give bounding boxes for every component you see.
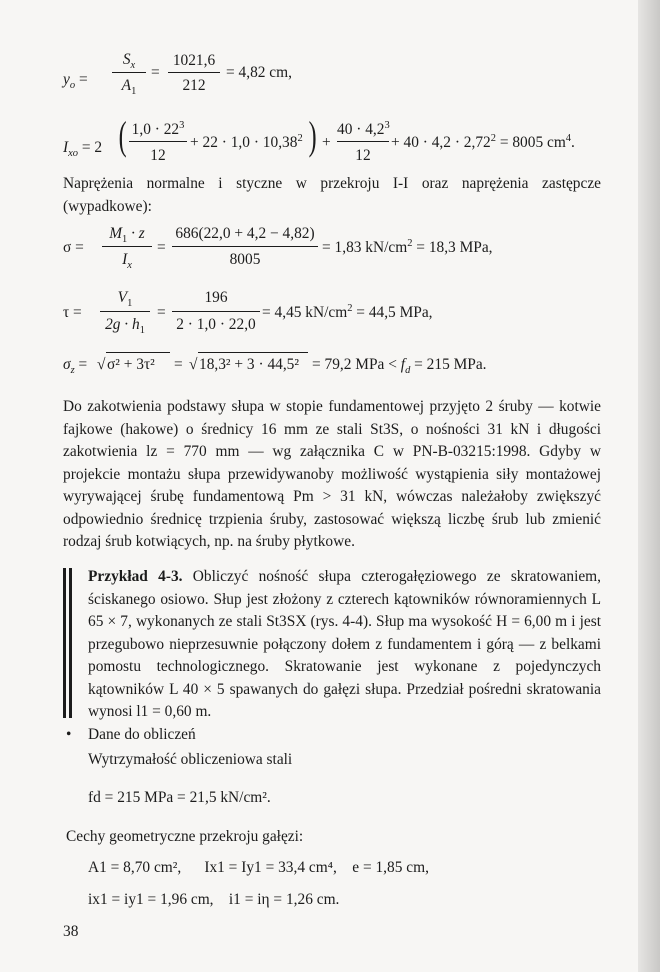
ixo-f2-den: 12 (355, 147, 371, 164)
sigma-res-a: = 1,83 kN/cm (322, 239, 408, 256)
geometry-line-2: ix1 = iy1 = 1,96 cm, i1 = iη = 1,26 cm. (88, 891, 340, 908)
sigma-den-sym: I (122, 251, 128, 268)
ixo-f1-num: 1,0 · 22 (131, 121, 180, 138)
sqrt-vinculum-1 (106, 352, 170, 353)
yo-den-sym: A (121, 77, 132, 94)
fd-formula: fd = 215 MPa = 21,5 kN/cm². (88, 789, 271, 806)
sigz-lhs: σ (63, 356, 71, 373)
ixo-mid-sup: 2 (297, 132, 303, 144)
yo-lhs-sub: o (69, 80, 76, 92)
example-title: Przykład 4-3. (88, 568, 183, 585)
sigz-radicand-2: 18,3² + 3 · 44,5² (199, 356, 299, 373)
ixo-paren-left: ( (118, 113, 127, 158)
bullet-dot: • (66, 726, 72, 743)
ixo-f2-num: 40 · 4,2 (337, 121, 385, 138)
ixo-tail-b: = 8005 cm (499, 134, 566, 151)
tau-num-sub: 1 (127, 298, 133, 310)
tau-den-val: 2 · 1,0 · 22,0 (176, 316, 256, 333)
sigz-lhs-sub: z (70, 365, 75, 377)
sigz-radicand-1: σ² + 3τ² (107, 356, 155, 373)
yo-result: = 4,82 cm, (226, 64, 292, 81)
ixo-fraction-bar-2 (337, 141, 389, 142)
example-sidebar-line-2 (69, 568, 72, 718)
sigz-res-a: = 79,2 MPa < (312, 356, 397, 373)
page-edge-shadow (638, 0, 660, 972)
sigma-lhs: σ = (63, 239, 84, 256)
sigma-num-sub: 1 (122, 234, 128, 246)
ixo-f1-sup: 3 (179, 119, 185, 131)
tau-fraction-bar-2 (172, 311, 260, 312)
tau-den-sub: 1 (139, 325, 145, 337)
page-number: 38 (63, 923, 79, 940)
geometry-line-1: A1 = 8,70 cm², Ix1 = Iy1 = 33,4 cm⁴, e = 1,85 cm, (88, 859, 429, 876)
yo-num-sub: x (130, 60, 136, 72)
tau-num-val: 196 (204, 289, 228, 306)
sigma-fraction-bar-2 (172, 246, 318, 247)
sigz-res-b: = 215 MPa. (410, 356, 487, 373)
ixo-lhs-sub: xo (68, 148, 79, 160)
sigma-res-sup: 2 (407, 237, 413, 249)
sigz-eq2: = (174, 356, 183, 373)
tau-den-a: 2g · h (105, 316, 140, 333)
yo-den-sub: 1 (131, 86, 137, 98)
ixo-fraction-bar-1 (129, 141, 187, 142)
yo-num-val: 1021,6 (172, 52, 216, 69)
geometry-heading: Cechy geometryczne przekroju gałęzi: (66, 828, 304, 845)
ixo-tail-sup: 2 (490, 132, 496, 144)
sigma-fraction-bar-1 (102, 246, 152, 247)
sigma-res-b: = 18,3 MPa, (412, 239, 493, 256)
sqrt-sign-2: √ (189, 356, 198, 373)
tau-fraction-bar-1 (100, 311, 150, 312)
ixo-unit-sup: 4 (565, 132, 572, 144)
ixo-end: . (571, 134, 575, 151)
ixo-plus: + (322, 134, 331, 151)
yo-den-val: 212 (182, 77, 206, 94)
data-heading: Dane do obliczeń (88, 726, 196, 743)
example-sidebar-line-1 (63, 568, 66, 718)
sigz-res-f: f (400, 356, 406, 373)
sigz-eq: = (78, 356, 88, 373)
intro-paragraph: Naprężenia normalne i styczne w przekroju I-I oraz naprężenia zastępcze (wypadkowe): (63, 175, 601, 215)
ixo-f2-sup: 3 (384, 119, 390, 131)
tau-res-b: = 44,5 MPa, (352, 304, 433, 321)
tau-eq: = (157, 304, 166, 321)
strength-heading: Wytrzymałość obliczeniowa stali (88, 751, 293, 768)
sigma-den-sub: x (127, 260, 132, 272)
tau-res-a: = 4,45 kN/cm (262, 304, 348, 321)
yo-fraction-bar-1 (112, 72, 146, 73)
ixo-eq: = 2 (81, 139, 103, 156)
sigma-num-z: · z (127, 225, 145, 242)
sigma-den-val: 8005 (229, 251, 261, 268)
anchorage-paragraph: Do zakotwienia podstawy słupa w stopie fundamentowej przyjęto 2 śruby — kotwie fajkowe (hakowe) o średnicy 16 mm ze stali St3S, o nośności 31 kN i długości zakotwienia lz = 770 mm — wg załącznika C w PN-B-03215:1998. Gdyby w projekcie montażu słupa przewidywanoby możliwość wystąpienia siły montażowej wyrywającej śrubę fundamentową Pm > 31 kN, wówczas należałoby zwiększyć odpowiednio średnicę trzpienia śruby, zastosować większą liczbę śrub lub zmienić rodzaj śrub kotwiących, np. na śruby płytkowe. (63, 398, 601, 550)
ixo-mid: + 22 · 1,0 · 10,38 (190, 134, 298, 151)
yo-eq: = (78, 71, 88, 88)
ixo-f1-den: 12 (150, 147, 166, 164)
yo-lhs: y (63, 71, 70, 88)
sigz-res-fsub: d (405, 365, 411, 377)
sigma-num-m: M (109, 225, 123, 242)
tau-lhs: τ = (63, 304, 82, 321)
example-4-3 (88, 566, 601, 724)
example-body: Obliczyć nośność słupa czterogałęziowego ze skratowaniem, ściskanego osiowo. Słup jest złożony z czterech kątowników równoramiennych L 65 × 7, wykonanych ze stali St3SX (rys. 4-4). Słup ma wysokość H = 6,00 m i jest przegubowo nieprzesuwnie połączony dołem z fundamentem i górą — z belkami pomostu technologicznego. Skratowanie jest wykonane z pojedynczych kątowników L 40 × 5 spawanych do gałęzi słupa. Przedział pośredni skratowania wynosi l1 = 0,60 m. (88, 568, 601, 720)
yo-fraction-bar-2 (168, 72, 220, 73)
yo-num-sym: S (122, 51, 131, 68)
ixo-tail-a: + 40 · 4,2 · 2,72 (391, 134, 491, 151)
ixo-paren-right: ) (308, 113, 317, 158)
sigma-eq: = (157, 239, 166, 256)
sigma-num-val: 686(22,0 + 4,2 − 4,82) (175, 225, 315, 242)
sqrt-vinculum-2 (198, 352, 308, 353)
ixo-lhs: I (63, 139, 69, 156)
tau-num-sym: V (117, 289, 128, 306)
sqrt-sign-1: √ (97, 356, 106, 373)
tau-res-sup: 2 (347, 302, 353, 314)
